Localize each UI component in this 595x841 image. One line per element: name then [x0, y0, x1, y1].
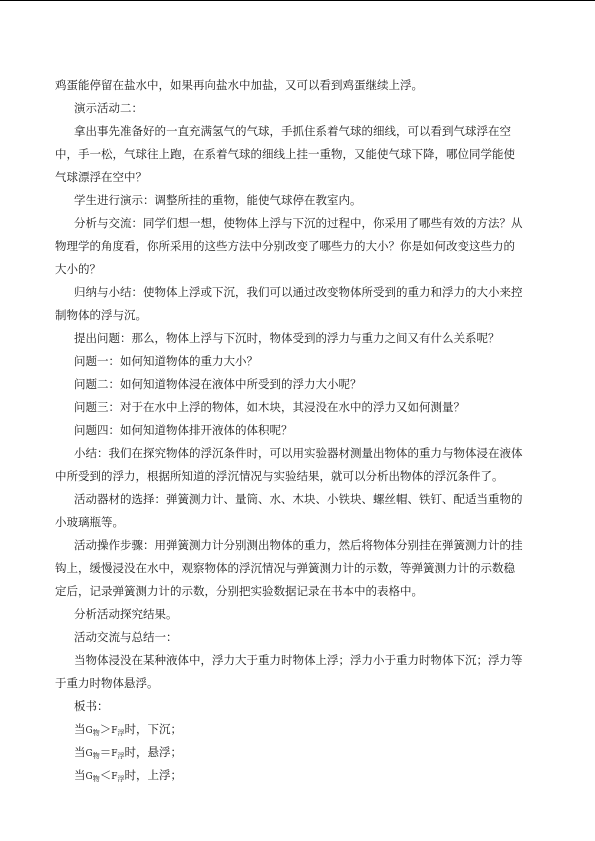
section-heading: 演示活动二：: [74, 101, 143, 115]
paragraph-line: 归纳与小结：使物体上浮或下沉，我们可以通过改变物体所受到的重力和浮力的大小来控: [74, 285, 523, 299]
paragraph-line: 于重力时物体悬浮。: [55, 676, 159, 690]
gravity-symbol: G: [85, 726, 93, 736]
comparison-operator: ＞: [99, 722, 112, 736]
buoyancy-subscript: 浮: [117, 729, 125, 737]
question-line: 问题一：如何知道物体的重力大小？: [74, 354, 258, 368]
gravity-subscript: 物: [92, 775, 100, 783]
condition-line-float: [74, 764, 562, 791]
paragraph-line: 活动操作步骤：用弹簧测力计分别测出物体的重力，然后将物体分别挂在弹簧测力计的挂: [74, 538, 523, 552]
condition-prefix: 当: [74, 768, 86, 782]
gravity-symbol: G: [85, 772, 93, 782]
paragraph-line: 分析活动探究结果。: [74, 607, 178, 621]
paragraph-line: 学生进行演示：调整所挂的重物，能使气球停在教室内。: [74, 193, 362, 207]
gravity-symbol: G: [85, 749, 93, 759]
paragraph-line: 中，手一松，气球往上跑，在系着气球的细线上挂一重物，又能使气球下降，哪位同学能使: [55, 147, 515, 161]
buoyancy-subscript: 浮: [117, 752, 125, 760]
buoyancy-symbol: F: [111, 749, 118, 759]
buoyancy-symbol: F: [111, 772, 118, 782]
paragraph-line: 分析与交流：同学们想一想，使物体上浮与下沉的过程中，你采用了哪些有效的方法？从: [74, 216, 523, 230]
paragraph-line: 制物体的浮与沉。: [55, 308, 147, 322]
paragraph-line: 小结：我们在探究物体的浮沉条件时，可以用实验器材测量出物体的重力与物体浸在液体: [74, 446, 523, 460]
paragraph-line: 中所受到的浮力，根据所知道的浮沉情况与实验结果，就可以分析出物体的浮沉条件了。: [55, 469, 504, 483]
paragraph-line: 物理学的角度看，你所采用的这些方法中分别改变了哪些力的大小？你是如何改变这些力的: [55, 239, 515, 253]
paragraph-line: 气球漂浮在空中？: [55, 170, 147, 184]
paragraph-line: 鸡蛋能停留在盐水中，如果再向盐水中加盐，又可以看到鸡蛋继续上浮。: [55, 78, 423, 92]
paragraph-line: 提出问题：那么，物体上浮与下沉时，物体受到的浮力与重力之间又有什么关系呢？: [74, 331, 500, 345]
condition-result: 时，下沉；: [124, 722, 182, 736]
paragraph-line: 拿出事先准备好的一直充满氢气的气球，手抓住系着气球的细线，可以看到气球浮在空: [74, 124, 511, 138]
condition-result: 时，上浮；: [124, 768, 182, 782]
condition-prefix: 当: [74, 745, 86, 759]
question-line: 问题四：如何知道物体排开液体的体积呢？: [74, 423, 293, 437]
buoyancy-symbol: F: [111, 726, 118, 736]
comparison-operator: ＜: [99, 768, 112, 782]
paragraph-line: 钩上，缓慢浸没在水中，观察物体的浮沉情况与弹簧测力计的示数，等弹簧测力计的示数稳: [55, 561, 515, 575]
section-heading: 活动交流与总结一：: [74, 630, 178, 644]
gravity-subscript: 物: [92, 752, 100, 760]
question-line: 问题二：如何知道物体浸在液体中所受到的浮力大小呢？: [74, 377, 362, 391]
paragraph-line: 小玻璃瓶等。: [55, 515, 124, 529]
question-line: 问题三：对于在水中上浮的物体，如木块，其浸没在水中的浮力又如何测量？: [74, 400, 465, 414]
paragraph-line: 活动器材的选择：弹簧测力计、量筒、水、木块、小铁块、螺丝帽、铁钉、配适当重物的: [74, 492, 523, 506]
comparison-operator: ＝: [99, 745, 112, 759]
gravity-subscript: 物: [92, 729, 100, 737]
blackboard-heading: 板书：: [74, 699, 109, 713]
paragraph-line: 定后，记录弹簧测力计的示数，分别把实验数据记录在书本中的表格中。: [55, 584, 423, 598]
paragraph-line: 当物体浸没在某种液体中，浮力大于重力时物体上浮；浮力小于重力时物体下沉；浮力等: [74, 653, 523, 667]
condition-prefix: 当: [74, 722, 86, 736]
paragraph-line: 大小的？: [55, 262, 101, 276]
buoyancy-subscript: 浮: [117, 775, 125, 783]
condition-result: 时，悬浮；: [124, 745, 182, 759]
